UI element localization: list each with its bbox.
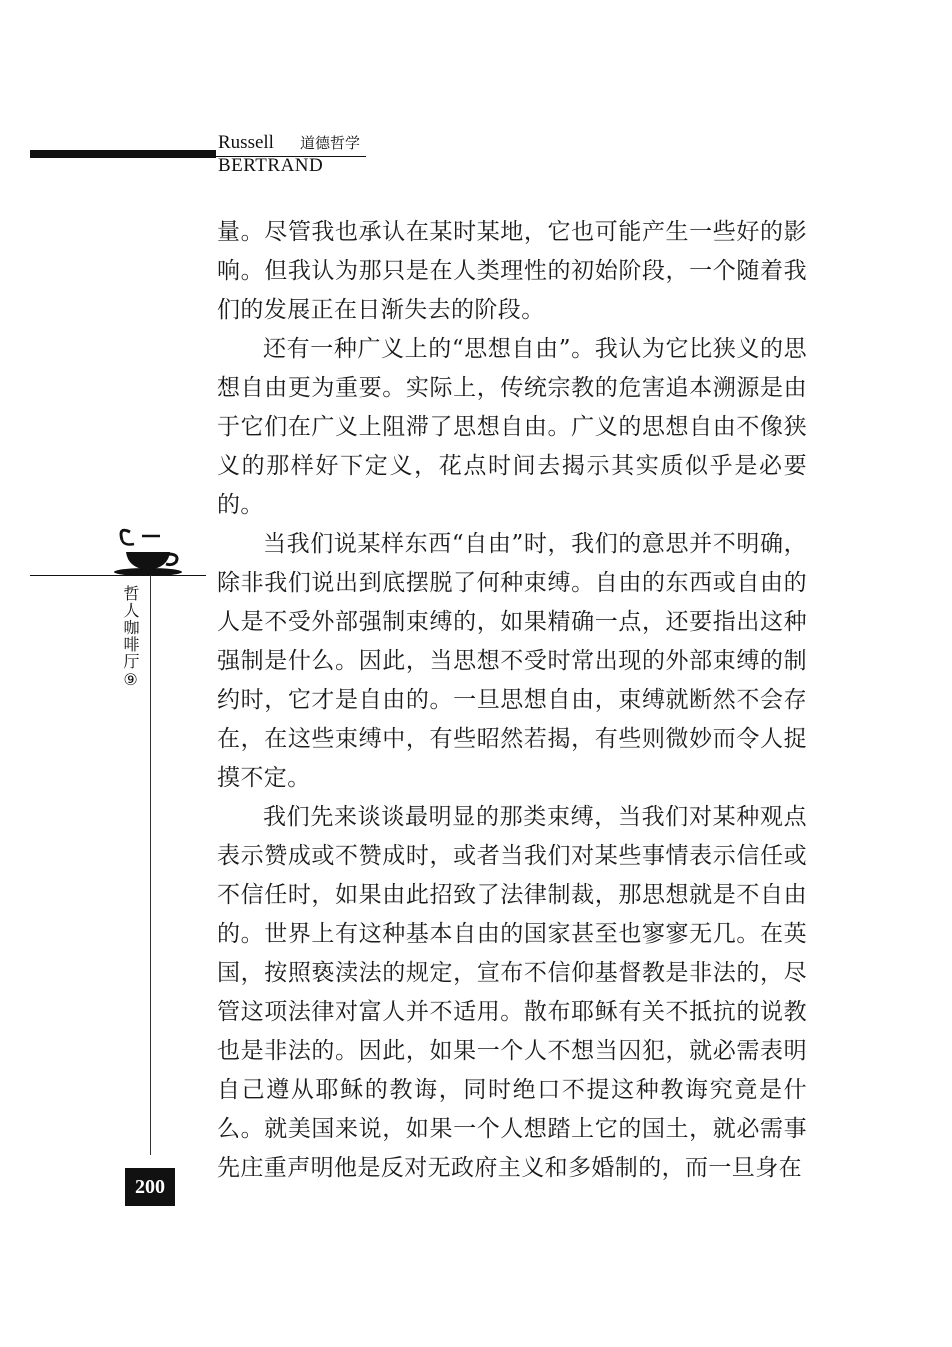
series-title: 哲人咖啡厅⑨ [121,585,140,690]
side-vertical-line [150,575,151,1155]
paragraph: 当我们说某样东西“自由”时，我们的意思并不明确，除非我们说出到底摆脱了何种束缚。自由的东西或自由的人是不受外部强制束缚的，如果精确一点，还要指出这种强制是什么。因此，当思想不受时常出现的外部束缚的制约时，它才是自由的。一旦思想自由，束缚就断然不会存在，在这些束缚中，有些昭然若揭，有些则微妙而令人捉摸不定。 [217,531,807,791]
paragraph: 量。尽管我也承认在某时某地，它也可能产生一些好的影响。但我认为那只是在人类理性的初始阶段，一个随着我们的发展正在日渐失去的阶段。 [217,219,807,323]
side-rule [30,575,206,576]
body-text [217,213,807,1188]
coffee-cup-icon [108,522,188,578]
page-number: 200 [135,1176,165,1198]
paragraph: 还有一种广义上的“思想自由”。我认为它比狭义的思想自由更为重要。实际上，传统宗教的危害追本溯源是由于它们在广义上阻滞了思想自由。广义的思想自由不像狭义的那样好下定义，花点时间去揭示其实质似乎是必要的。 [217,336,807,518]
paragraph: 我们先来谈谈最明显的那类束缚，当我们对某种观点表示赞成或不赞成时，或者当我们对某些事情表示信任或不信任时，如果由此招致了法律制裁，那思想就是不自由的。世界上有这种基本自由的国家甚至也寥寥无几。在英国，按照亵渎法的规定，宣布不信仰基督教是非法的，尽管这项法律对富人并不适用。散布耶稣有关不抵抗的说教也是非法的。因此，如果一个人不想当囚犯，就必需表明自己遵从耶稣的教诲，同时绝口不提这种教诲究竟是什么。就美国来说，如果一个人想踏上它的国土，就必需事先庄重声明他是反对无政府主义和多婚制的，而一旦身在 [217,804,807,1181]
running-head-author: Russell [218,132,274,153]
header-bar [30,150,216,158]
running-head-author-surname: BERTRAND [218,155,324,176]
running-head-book-title: 道德哲学 [300,134,361,152]
